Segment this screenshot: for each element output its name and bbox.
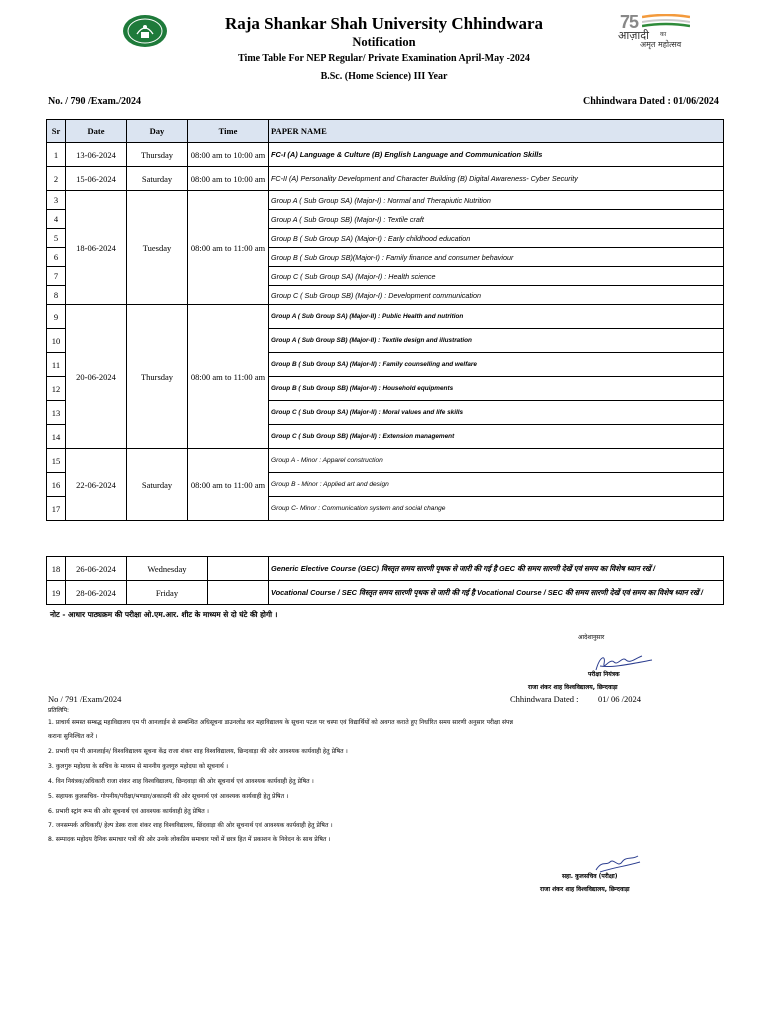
row-day: Tuesday <box>127 191 188 305</box>
row-time <box>208 581 269 605</box>
course-title: B.Sc. (Home Science) III Year <box>320 71 448 82</box>
row-time: 08:00 am to 11:00 am <box>188 449 269 521</box>
table-row <box>47 581 724 605</box>
copy-list-item: 3. कुलगुरु महोदया के सचिव के माध्यम से माननीय कुलगुरु महोदया को सूचनार्थ । <box>48 763 229 770</box>
row-paper: FC-II (A) Personality Development and Character Building (B) Digital Awareness- Cyber Security <box>269 167 724 191</box>
row-paper: Group C ( Sub Group SA) (Major-I) : Health science <box>269 267 724 286</box>
table-row <box>47 305 724 329</box>
row-paper: Group B ( Sub Group SB) (Major-II) : Household equipments <box>269 377 724 401</box>
controller-university: राजा शंकर शाह विश्वविद्यालय, छिन्दवाड़ा <box>528 684 618 691</box>
table-row <box>47 557 724 581</box>
row-sr: 5 <box>47 229 66 248</box>
row-time: 08:00 am to 11:00 am <box>188 191 269 305</box>
row-day: Saturday <box>127 167 188 191</box>
row-paper: Group A ( Sub Group SA) (Major-I) : Normal and Therapiutic Nutrition <box>269 191 724 210</box>
row-day: Friday <box>127 581 208 605</box>
controller-title: परीक्षा नियंत्रक <box>588 671 620 678</box>
elective-table <box>46 556 724 605</box>
header-day: Day <box>127 120 188 143</box>
table-row <box>47 143 724 167</box>
notification-heading: Notification <box>352 35 416 49</box>
note-text: नोट - आधार पाठ्यक्रम की परीक्षा ओ.एम.आर. शीट के माध्यम से दो घंटे की होगी । <box>50 610 278 619</box>
reference-number: No. / 790 /Exam./2024 <box>48 96 142 107</box>
copy-reference-number: No / 791 /Exam/2024 <box>48 694 122 704</box>
logo-text-azadi: आज़ादी <box>618 29 649 42</box>
timetable-table <box>46 119 724 521</box>
header-paper-name: PAPER NAME <box>269 120 724 143</box>
row-sr: 4 <box>47 210 66 229</box>
row-sr: 14 <box>47 425 66 449</box>
row-sr: 17 <box>47 497 66 521</box>
row-date: 26-06-2024 <box>66 557 127 581</box>
assistant-registrar-title: सहा. कुलसचिव (परीक्षा) <box>562 873 618 880</box>
table-header-row <box>47 120 724 143</box>
row-sr: 9 <box>47 305 66 329</box>
timetable-title: Time Table For NEP Regular/ Private Examination April-May -2024 <box>238 53 530 64</box>
table-row <box>47 449 724 473</box>
row-date: 28-06-2024 <box>66 581 127 605</box>
header-date: Date <box>66 120 127 143</box>
azadi-ka-amrit-mahotsav-logo-icon <box>614 12 704 52</box>
row-sr: 13 <box>47 401 66 425</box>
row-paper: Generic Elective Course (GEC) विस्तृत समय सारणी पृथक से जारी की गई है GEC की समय सारणी देखें एवं समय का विशेष ध्यान रखें / <box>269 557 724 581</box>
row-date: 22-06-2024 <box>66 449 127 521</box>
copy-list-item: 4. विन नियंत्रक/अधिकारी राजा शंकर शाह विश्वविद्यालय, छिन्दवाड़ा की ओर सूचनार्थ एवं आवश्यक कार्यवाही हेतु प्रेषित । <box>48 778 314 785</box>
row-sr: 12 <box>47 377 66 401</box>
row-sr: 11 <box>47 353 66 377</box>
row-sr: 6 <box>47 248 66 267</box>
row-day: Wednesday <box>127 557 208 581</box>
table-row <box>47 167 724 191</box>
copy-list-item: 1. प्राचार्य समस्त सम्बद्ध महाविद्यालय एम पी आनलाईन से सम्बन्धित अधिसूचना डाउनलोड कर महाविद्यालय के सूचना पटल पर चस्पा एवं विद्यार्थियों को अवगत कराते हुए निर्धारित समय सारणी अनुसार परीक्षा संपन्न <box>48 719 513 726</box>
copy-list-item: 5. सहायक कुलसचिव- गोपनीय/परीक्षा/भण्डार/अकादमी की ओर सूचनार्थ एवं आवश्यक कार्यवाही हेतु प्रेषित । <box>48 793 289 800</box>
copy-reference-date-value: 01/ 06 /2024 <box>598 694 641 704</box>
assistant-registrar-university: राजा शंकर शाह विश्वविद्यालय, छिन्दवाड़ा <box>540 886 630 893</box>
row-paper: Group C ( Sub Group SB) (Major-I) : Development communication <box>269 286 724 305</box>
copy-list-item: 7. जनसम्पर्क अधिकारी/ हेल्प डेस्क राजा शंकर शाह विश्वविद्यालय, छिंदवाड़ा की ओर सूचनार्थ एवं आवश्यक कार्यवाही हेतु प्रेषित । <box>48 822 333 829</box>
copy-to-label: प्रतिलिपि: <box>48 707 69 714</box>
row-sr: 7 <box>47 267 66 286</box>
logo-text-ka: का <box>660 31 667 38</box>
row-time: 08:00 am to 10:00 am <box>188 167 269 191</box>
row-day: Thursday <box>127 143 188 167</box>
row-sr: 15 <box>47 449 66 473</box>
row-date: 13-06-2024 <box>66 143 127 167</box>
row-paper: FC-I (A) Language & Culture (B) English Language and Communication Skills <box>269 143 724 167</box>
row-sr: 16 <box>47 473 66 497</box>
row-paper: Group B ( Sub Group SB)(Major-I) : Family finance and consumer behaviour <box>269 248 724 267</box>
reference-date: Chhindwara Dated : 01/06/2024 <box>583 96 719 107</box>
row-sr: 10 <box>47 329 66 353</box>
row-day: Saturday <box>127 449 188 521</box>
order-text: आदेशानुसार <box>578 634 605 641</box>
copy-list-item: 2. प्रभारी एम पी आनलाईन/ विश्वविद्यालय सूचना केंद्र राजा शंकर शाह विश्वविद्यालय, छिन्दवाड़ा की ओर आवश्यक कार्यवाही हेतु प्रेषित । <box>48 748 348 755</box>
row-paper: Group B ( Sub Group SA) (Major-II) : Family counselling and welfare <box>269 353 724 377</box>
row-sr: 19 <box>47 581 66 605</box>
table-row <box>47 191 724 210</box>
header-time: Time <box>188 120 269 143</box>
row-date: 18-06-2024 <box>66 191 127 305</box>
row-date: 20-06-2024 <box>66 305 127 449</box>
row-time <box>208 557 269 581</box>
copy-reference-date-label: Chhindwara Dated : <box>510 694 579 704</box>
row-paper: Group A ( Sub Group SB) (Major-II) : Textile design and illustration <box>269 329 724 353</box>
logo-text-amrit: अमृत महोत्सव <box>640 40 682 49</box>
flag-stripes-icon <box>642 14 690 28</box>
copy-list-item: 8. सम्पादक महोदय दैनिक समाचार पत्रों की ओर उनके लोकप्रिय समाचार पत्रों में छात्र हित में प्रकाशन के निवेदन के साथ प्रेषित । <box>48 836 331 843</box>
logo-number: 75 <box>620 12 639 32</box>
header-sr: Sr <box>47 120 66 143</box>
copy-list-item: 6. प्रभारी स्ट्रांग रूम की ओर सूचनार्थ एवं आवश्यक कार्यवाही हेतु प्रेषित । <box>48 808 209 815</box>
row-paper: Vocational Course / SEC विस्तृत समय सारणी पृथक से जारी की गई है Vocational Course / SEC की समय सारणी देखें एवं समय का विशेष ध्यान रखें / <box>269 581 724 605</box>
row-paper: Group C ( Sub Group SB) (Major-II) : Extension management <box>269 425 724 449</box>
row-paper: Group A ( Sub Group SA) (Major-II) : Public Health and nutrition <box>269 305 724 329</box>
copy-list-item: कराना सुनिश्चित करें । <box>48 733 98 740</box>
row-date: 15-06-2024 <box>66 167 127 191</box>
row-sr: 18 <box>47 557 66 581</box>
row-sr: 8 <box>47 286 66 305</box>
row-paper: Group C- Minor : Communication system and social change <box>269 497 724 521</box>
row-time: 08:00 am to 10:00 am <box>188 143 269 167</box>
row-paper: Group B ( Sub Group SA) (Major-I) : Early childhood education <box>269 229 724 248</box>
row-paper: Group C ( Sub Group SA) (Major-II) : Moral values and life skills <box>269 401 724 425</box>
row-paper: Group B - Minor : Applied art and design <box>269 473 724 497</box>
row-paper: Group A - Minor : Apparel construction <box>269 449 724 473</box>
row-sr: 1 <box>47 143 66 167</box>
row-paper: Group A ( Sub Group SB) (Major-I) : Textile craft <box>269 210 724 229</box>
university-name: Raja Shankar Shah University Chhindwara <box>224 14 544 33</box>
row-time: 08:00 am to 11:00 am <box>188 305 269 449</box>
row-sr: 2 <box>47 167 66 191</box>
row-sr: 3 <box>47 191 66 210</box>
row-day: Thursday <box>127 305 188 449</box>
